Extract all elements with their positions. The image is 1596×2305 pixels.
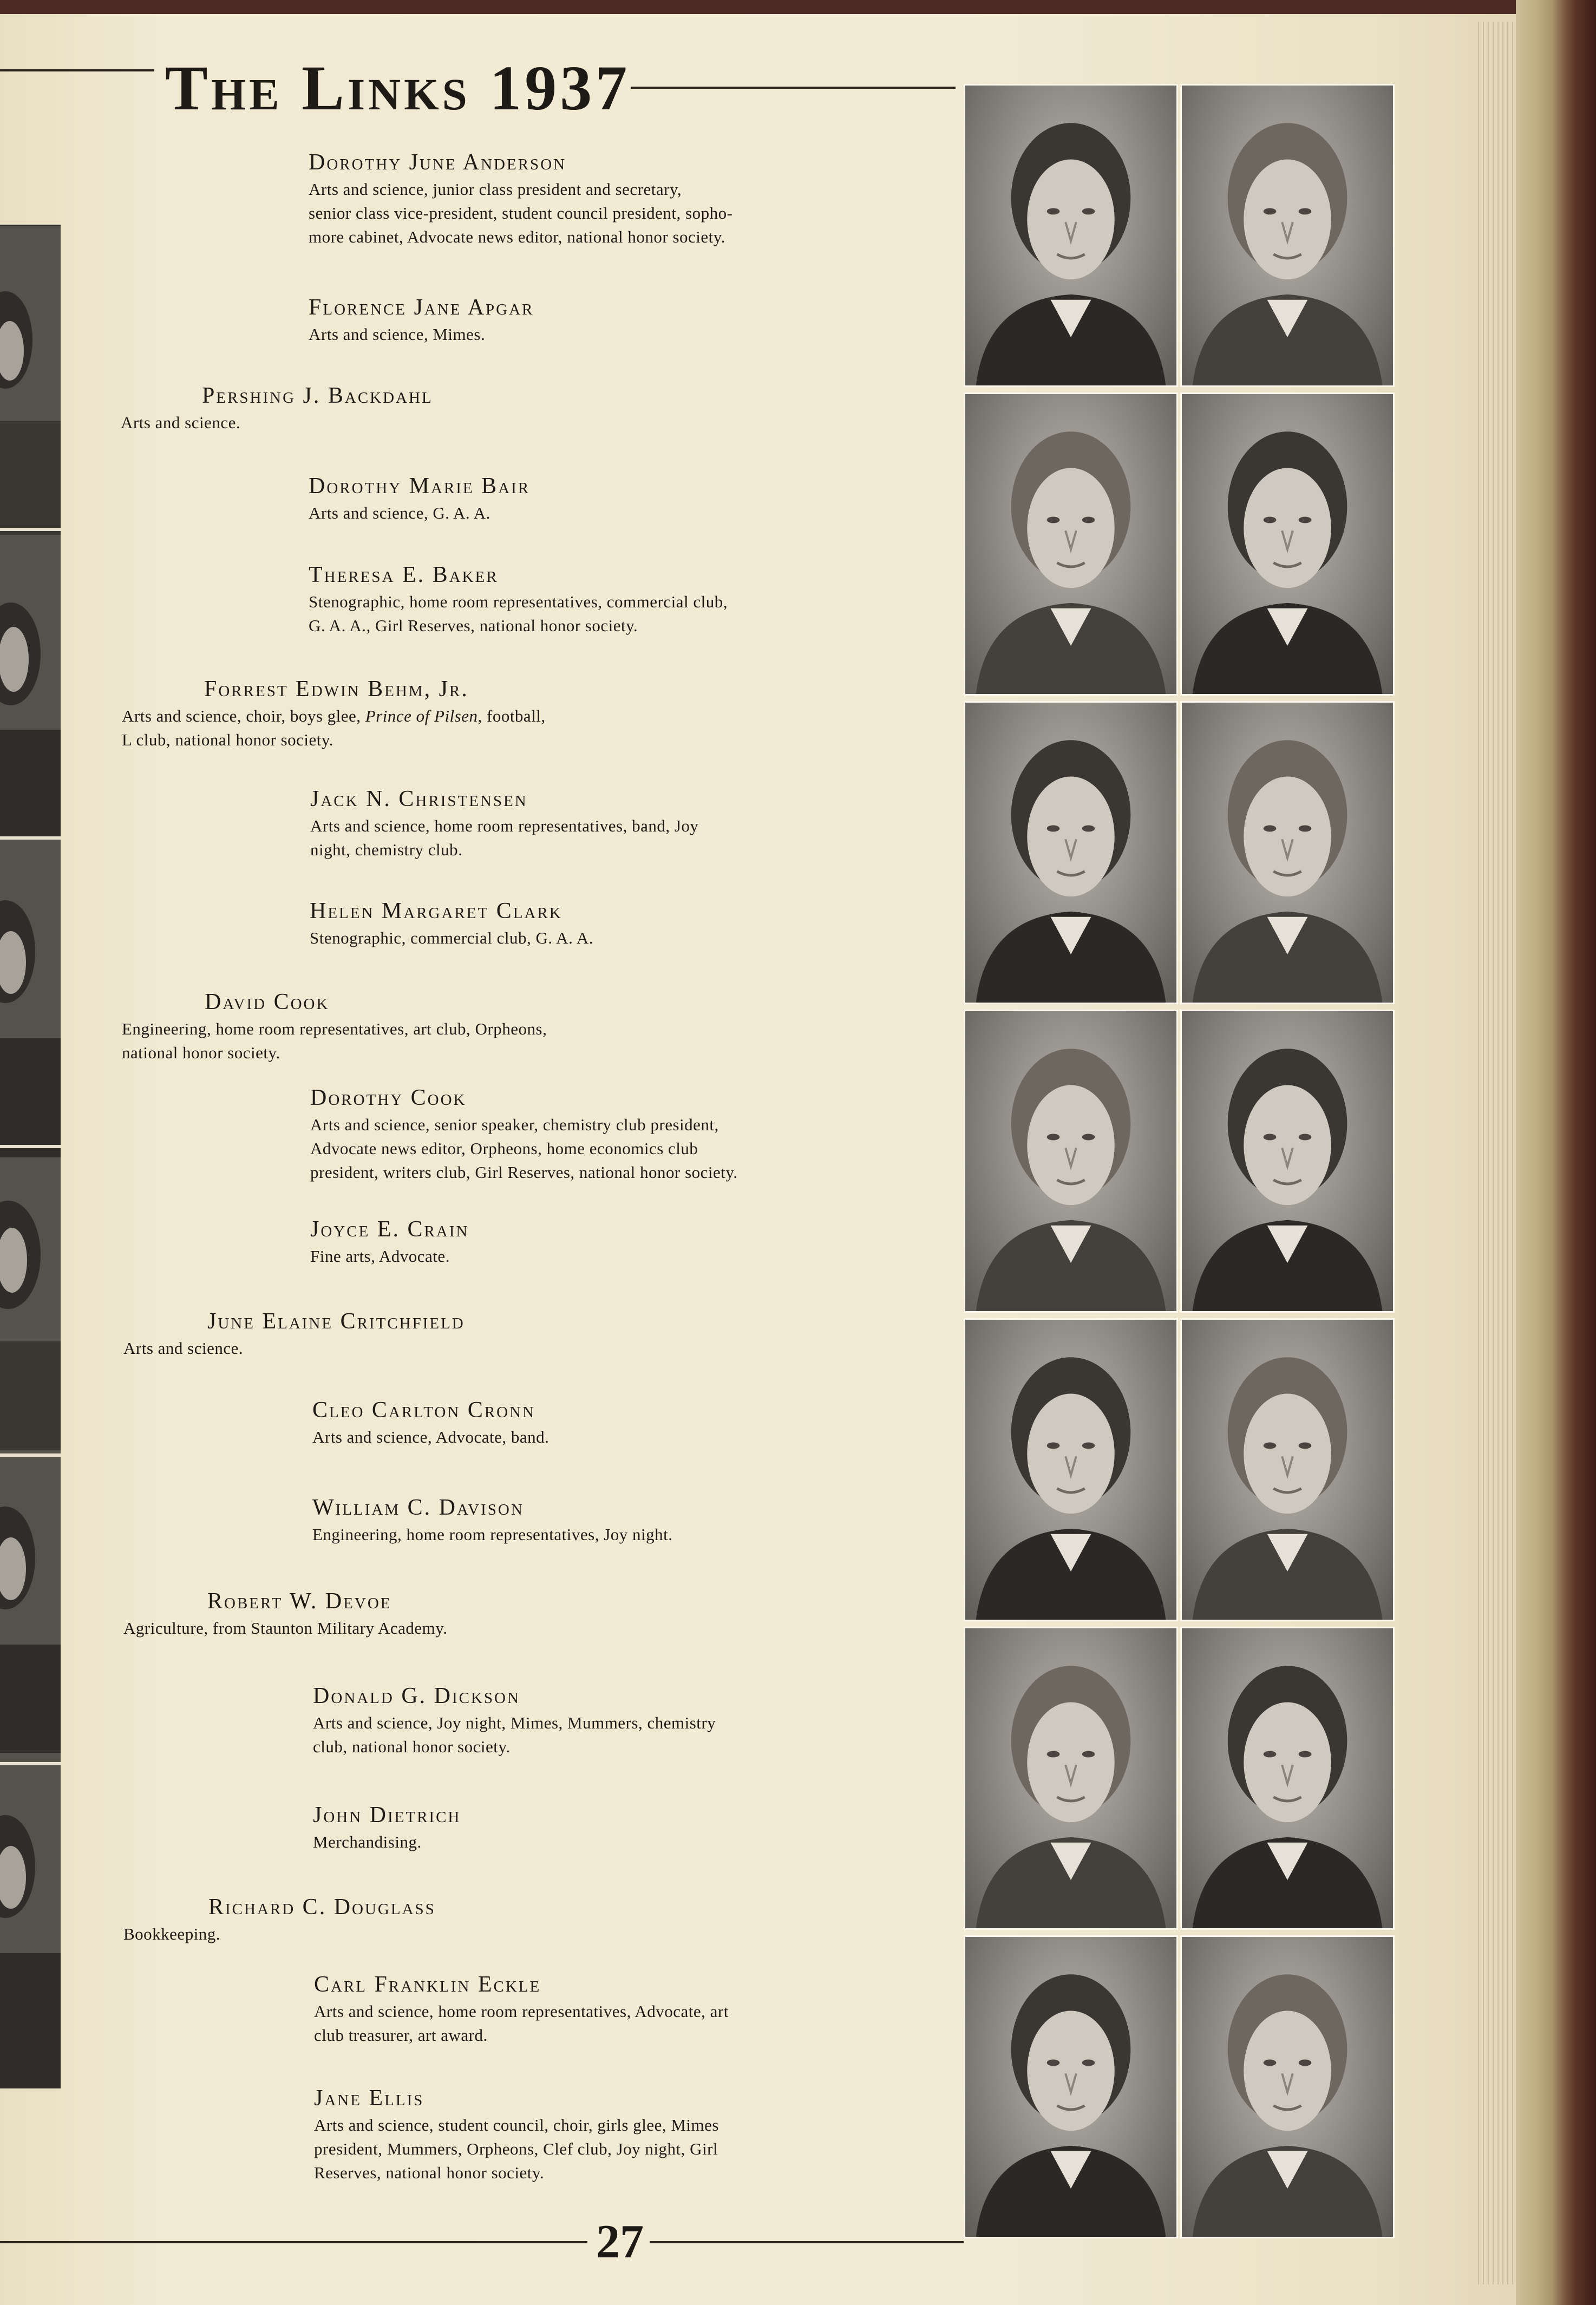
student-portrait: [1180, 1627, 1395, 1930]
student-name: Pershing J. Backdahl: [202, 383, 433, 408]
student-name: Robert W. Devoe: [207, 1589, 392, 1614]
student-entry: [122, 674, 912, 752]
student-entry: [123, 1892, 914, 1946]
student-activities: Agriculture, from Staunton Military Academy.: [123, 1619, 448, 1638]
student-name: Dorothy June Anderson: [309, 150, 567, 175]
student-portrait: [1180, 1318, 1395, 1621]
student-portrait: [964, 392, 1178, 696]
student-activities: Arts and science, home room representatives, band, Joy night, chemistry club.: [310, 816, 699, 859]
student-name: Dorothy Cook: [310, 1085, 467, 1110]
student-portrait: [964, 1627, 1178, 1930]
student-activities: Arts and science, choir, boys glee, Prince of Pilsen, football, L club, national honor society.: [122, 706, 546, 749]
student-activities: Arts and science.: [123, 1339, 244, 1358]
header-rule-left: [0, 69, 154, 71]
student-activities: Arts and science, home room representatives, Advocate, art club treasurer, art award.: [314, 2002, 729, 2045]
student-name: Donald G. Dickson: [313, 1684, 520, 1708]
footer-rule-right: [650, 2241, 964, 2243]
student-entry: [121, 381, 911, 435]
student-name: David Cook: [205, 990, 330, 1014]
student-entry: [310, 1083, 1101, 1184]
student-name: Theresa E. Baker: [309, 562, 499, 587]
student-activities: Engineering, home room representatives, Joy night.: [312, 1525, 673, 1544]
student-portrait: [1180, 392, 1395, 696]
student-name: Jane Ellis: [314, 2086, 424, 2111]
student-portrait: [1180, 701, 1395, 1004]
student-entry: [309, 147, 1099, 249]
student-activities: Arts and science, junior class president and secretary, senior class vice-president, student council president, sopho- more cabinet, Advocate news editor, national honor society.: [309, 180, 733, 246]
page-number: 27: [596, 2216, 644, 2268]
student-entry: [123, 1306, 914, 1360]
student-entry: [309, 471, 1099, 525]
book-cover-edge: [1516, 0, 1596, 2305]
student-activities: Arts and science, Mimes.: [309, 325, 486, 344]
student-name: Forrest Edwin Behm, Jr.: [204, 677, 469, 702]
student-name: William C. Davison: [312, 1495, 524, 1520]
student-activities: Arts and science.: [121, 413, 241, 432]
student-entry: [314, 1969, 1104, 2047]
student-activities: Arts and science, senior speaker, chemistry club president, Advocate news editor, Orpheons, home economics club president, writers club, Girl Reserves, national honor society.: [310, 1115, 738, 1182]
student-activities: Arts and science, Joy night, Mimes, Mummers, chemistry club, national honor society.: [313, 1713, 716, 1756]
student-activities: Fine arts, Advocate.: [310, 1247, 450, 1266]
page-title: The Links 1937: [165, 53, 631, 123]
student-activities: Arts and science, G. A. A.: [309, 503, 490, 522]
student-name: Dorothy Marie Bair: [309, 474, 531, 499]
student-name: June Elaine Critchfield: [207, 1309, 465, 1334]
student-activities: Merchandising.: [313, 1832, 422, 1851]
student-entry: [310, 896, 1100, 950]
student-entry: [310, 1214, 1101, 1268]
student-entry: [122, 987, 912, 1065]
student-activities: Arts and science, Advocate, band.: [312, 1427, 550, 1446]
student-name: Helen Margaret Clark: [310, 899, 562, 924]
student-activities: Bookkeeping.: [123, 1924, 221, 1943]
student-name: Richard C. Douglass: [208, 1895, 436, 1920]
student-portrait: [1180, 84, 1395, 387]
student-entry: [313, 1681, 1103, 1759]
page-edges: [1478, 22, 1516, 2284]
student-activities: Engineering, home room representatives, art club, Orpheons, national honor society.: [122, 1019, 547, 1062]
student-entry: [309, 560, 1099, 638]
student-name: Carl Franklin Eckle: [314, 1972, 541, 1997]
student-entry: [313, 1800, 1103, 1854]
student-entry: [312, 1492, 1103, 1547]
student-activities: Stenographic, commercial club, G. A. A.: [310, 928, 593, 947]
student-portrait: [964, 1318, 1178, 1621]
student-portrait: [1180, 1935, 1395, 2238]
student-name: Joyce E. Crain: [310, 1217, 469, 1242]
student-entry: [309, 292, 1099, 346]
header-rule-right: [631, 87, 956, 89]
student-name: John Dietrich: [313, 1803, 461, 1828]
student-activities: Arts and science, student council, choir, girls glee, Mimes president, Mummers, Orpheons, Clef club, Joy night, Girl Reserves, national honor society.: [314, 2116, 719, 2182]
left-photo-strip: [0, 225, 61, 2088]
student-name: Cleo Carlton Cronn: [312, 1398, 535, 1423]
student-activities: Stenographic, home room representatives, commercial club, G. A. A., Girl Reserves, national honor society.: [309, 592, 728, 635]
student-name: Jack N. Christensen: [310, 787, 528, 811]
student-entry: [314, 2083, 1104, 2185]
footer-rule-left: [0, 2241, 587, 2243]
student-name: Florence Jane Apgar: [309, 295, 534, 320]
student-entry: [123, 1586, 914, 1640]
student-entry: [312, 1395, 1103, 1449]
student-portrait: [1180, 1010, 1395, 1313]
student-entry: [310, 784, 1101, 862]
book-cover-top: [0, 0, 1596, 14]
